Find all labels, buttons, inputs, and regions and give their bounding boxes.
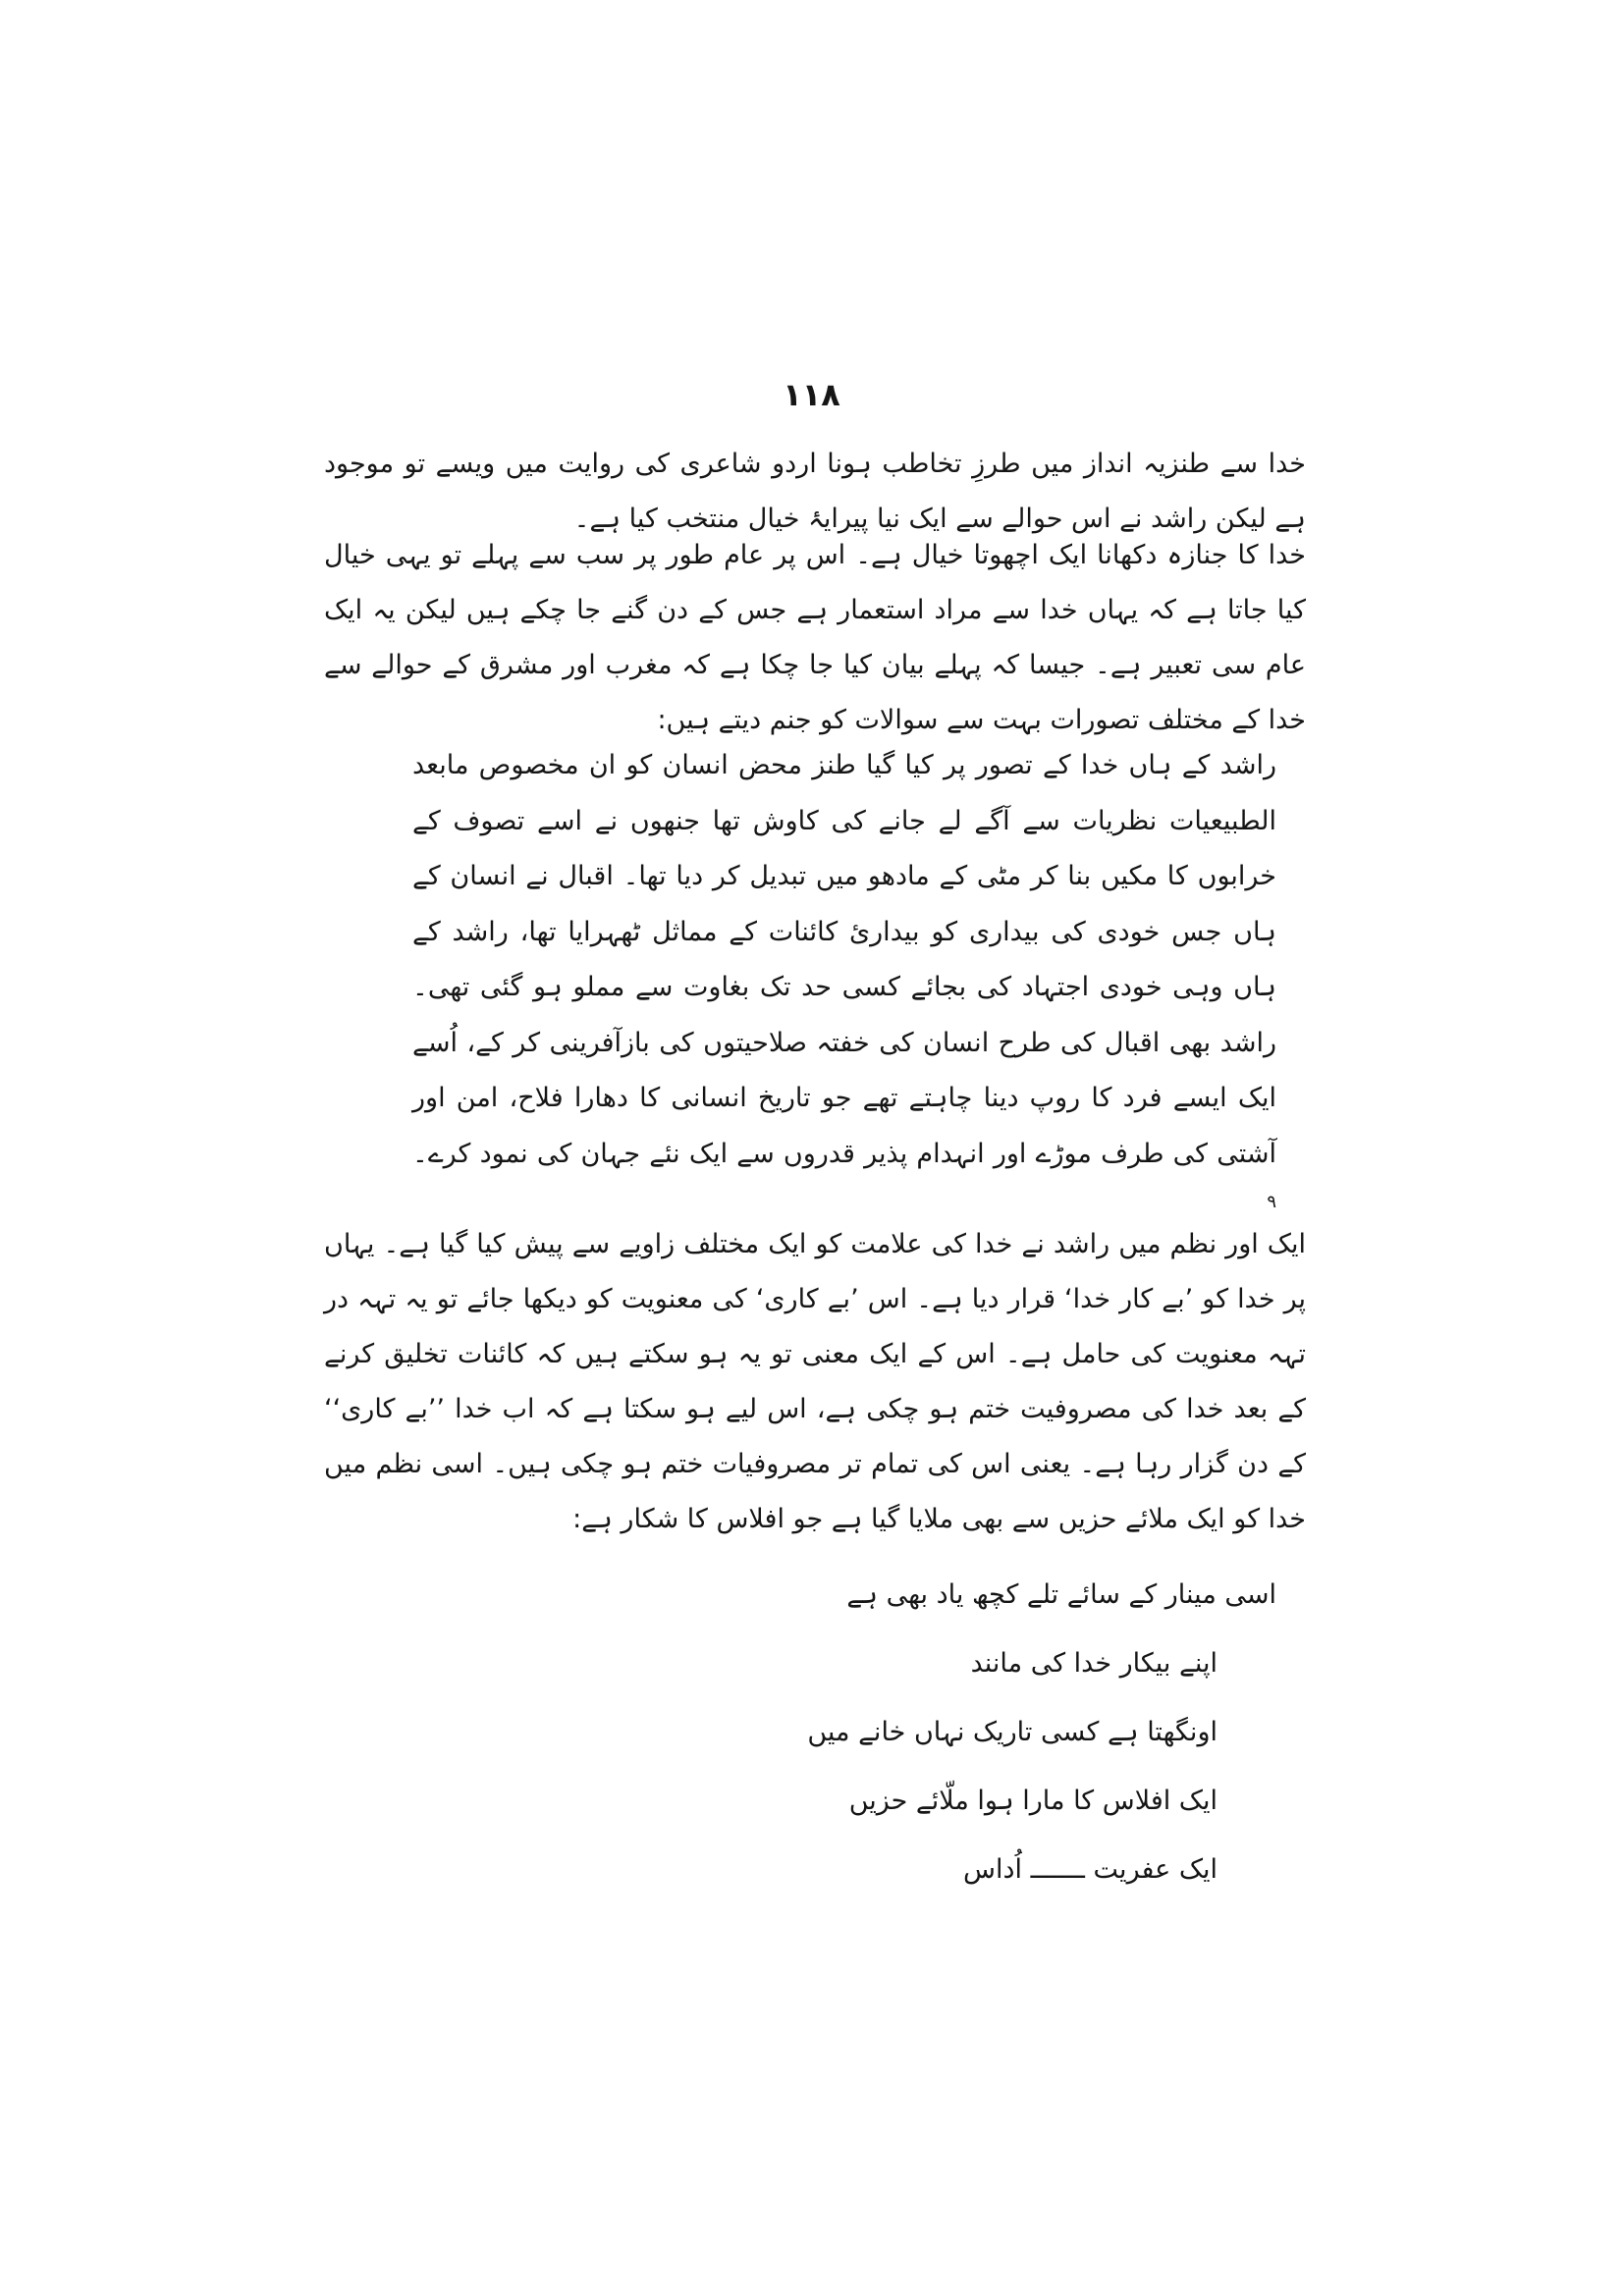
poem-line: اپنے بیکار خدا کی مانند	[970, 1648, 1217, 1679]
poem-verse	[609, 1561, 1276, 1904]
page-number: ۱۱۸	[783, 376, 840, 413]
paragraph-idle-god: ایک اور نظم میں راشد نے خدا کی علامت کو ایک مختلف زاویے سے پیش کیا گیا ہے۔ یہاں پر خدا کو ’بے کار خدا‘ قرار دیا ہے۔ اس ’بے کاری‘ کی معنویت کو دیکھا جائے تو یہ تہہ در تہہ معنویت کی حامل ہے۔ اس کے ایک معنی تو یہ ہو سکتے ہیں کہ کائنات تخلیق کرنے کے بعد خدا کی مصروفیت ختم ہو چکی ہے، اس لیے ہو سکتا ہے کہ اب خدا ’’بے کاری‘‘ کے دن گزار رہا ہے۔ یعنی اس کی تمام تر مصروفیات ختم ہو چکی ہیں۔ اسی نظم میں خدا کو ایک ملائے حزیں سے بھی ملایا گیا ہے جو افلاس کا شکار ہے:	[324, 1229, 1306, 1534]
poem-line: اسی مینار کے سائے تلے کچھ یاد بھی ہے	[846, 1579, 1276, 1610]
poem-line: اونگھتا ہے کسی تاریک نہاں خانے میں	[807, 1717, 1217, 1747]
poem-line: ایک افلاس کا مارا ہوا ملّائے حزیں	[848, 1786, 1217, 1816]
paragraph-intro: خدا سے طنزیہ انداز میں طرزِ تخاطب ہونا اردو شاعری کی روایت میں ویسے تو موجود ہے لیکن راشد نے اس حوالے سے ایک نیا پیرایۂ خیال منتخب کیا ہے۔	[324, 449, 1306, 534]
footnote-marker: ۹	[1267, 1192, 1276, 1212]
block-quote-text: راشد کے ہاں خدا کے تصور پر کیا گیا طنز محض انسان کو ان مخصوص مابعد الطبیعیات نظریات سے آگے لے جانے کی کاوش تھا جنھوں نے اسے تصوف کے خرابوں کا مکیں بنا کر مٹی کے مادھو میں تبدیل کر دیا تھا۔ اقبال نے انسان کے ہاں جس خودی کی بیداری کو بیداریٔ کائنات کے مماثل ٹھہرایا تھا، راشد کے ہاں وہی خودی اجتہاد کی بجائے کسی حد تک بغاوت سے مملو ہو گئی تھی۔ راشد بھی اقبال کی طرح انسان کی خفتہ صلاحیتوں کی بازآفرینی کر کے، اُسے ایک ایسے فرد کا روپ دینا چاہتے تھے جو تاریخ انسانی کا دھارا فلاح، امن اور آشتی کی طرف موڑے اور انہدام پذیر قدروں سے ایک نئے جہان کی نمود کرے۔	[412, 750, 1276, 1169]
paragraph-funeral-idea: خدا کا جنازہ دکھانا ایک اچھوتا خیال ہے۔ اس پر عام طور پر سب سے پہلے تو یہی خیال کیا جاتا ہے کہ یہاں خدا سے مراد استعمار ہے جس کے دن گنے جا چکے ہیں لیکن یہ ایک عام سی تعبیر ہے۔ جیسا کہ پہلے بیان کیا جا چکا ہے کہ مغرب اور مشرق کے حوالے سے خدا کے مختلف تصورات بہت سے سوالات کو جنم دیتے ہیں:	[324, 540, 1306, 735]
block-quote	[412, 738, 1276, 1238]
poem-line: ایک عفریت ـــــــ اُداس	[963, 1854, 1217, 1885]
